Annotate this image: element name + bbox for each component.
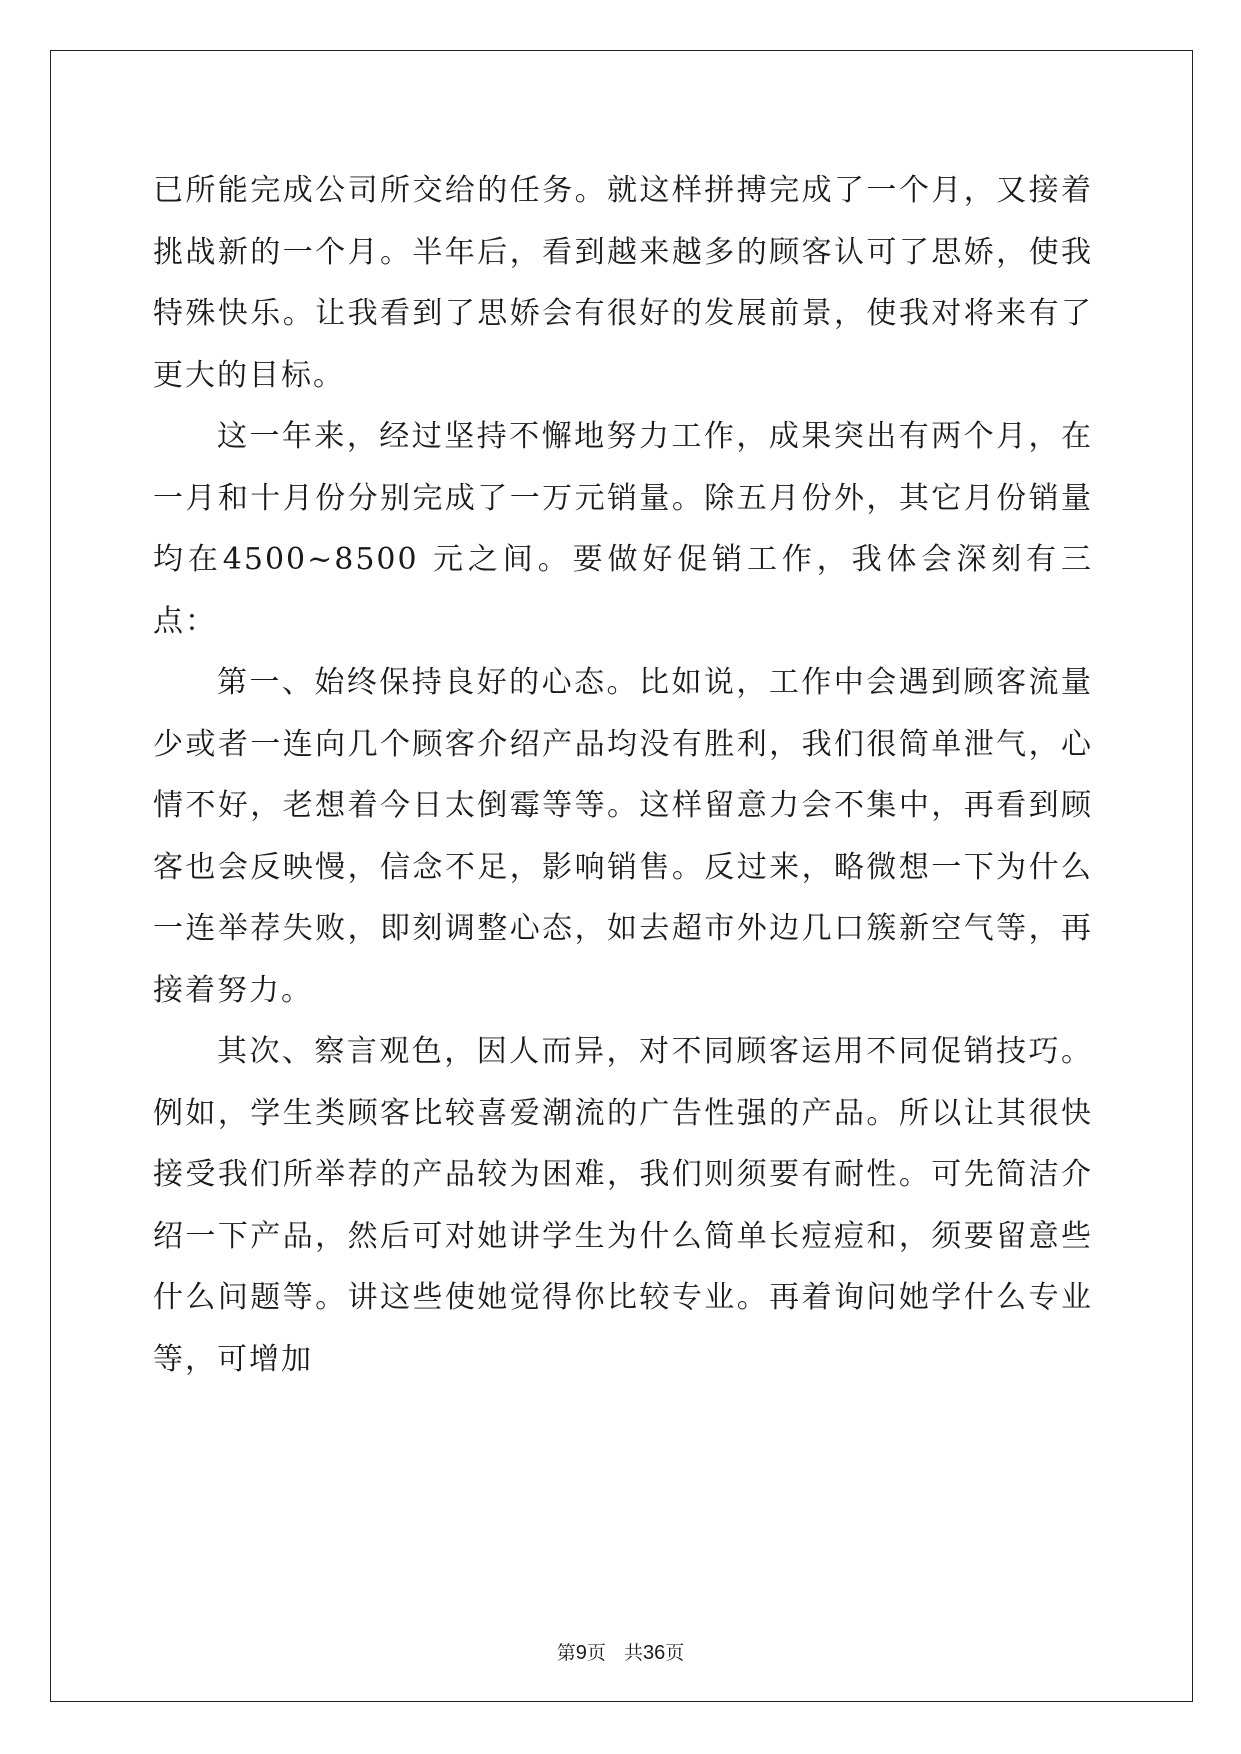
page-suffix: 页 — [586, 1642, 606, 1664]
page-prefix: 第 — [556, 1642, 576, 1664]
page-number: 9 — [575, 1642, 587, 1664]
page-footer — [0, 1638, 1241, 1665]
paragraph-3: 第一、始终保持良好的心态。比如说，工作中会遇到顾客流量少或者一连向几个顾客介绍产品均没有胜利，我们很简单泄气，心情不好，老想着今日太倒霉等等。这样留意力会不集中，再看到顾客也会反映慢，信念不足，影响销售。反过来，略微想一下为什么一连举荐失败，即刻调整心态，如去超市外边几口簇新空气等，再接着努力。 — [153, 665, 1093, 1008]
paragraph-1: 已所能完成公司所交给的任务。就这样拼搏完成了一个月，又接着挑战新的一个月。半年后，看到越来越多的顾客认可了思娇，使我特殊快乐。让我看到了思娇会有很好的发展前景，使我对将来有了更大的目标。 — [153, 173, 1093, 393]
document-body — [153, 160, 1093, 1390]
total-pages: 36 — [642, 1642, 666, 1664]
total-suffix: 页 — [665, 1642, 685, 1664]
paragraph-2: 这一年来，经过坚持不懈地努力工作，成果突出有两个月，在一月和十月份分别完成了一万元销量。除五月份外，其它月份销量均在4500~8500 元之间。要做好促销工作，我体会深刻有三点： — [153, 419, 1093, 639]
paragraph-4: 其次、察言观色，因人而异，对不同顾客运用不同促销技巧。例如，学生类顾客比较喜爱潮流的广告性强的产品。所以让其很快接受我们所举荐的产品较为困难，我们则须要有耐性。可先简洁介绍一下产品，然后可对她讲学生为什么简单长痘痘和，须要留意些什么问题等。讲这些使她觉得你比较专业。再着询问她学什么专业等，可增加 — [153, 1034, 1093, 1377]
total-prefix: 共 — [623, 1642, 643, 1664]
